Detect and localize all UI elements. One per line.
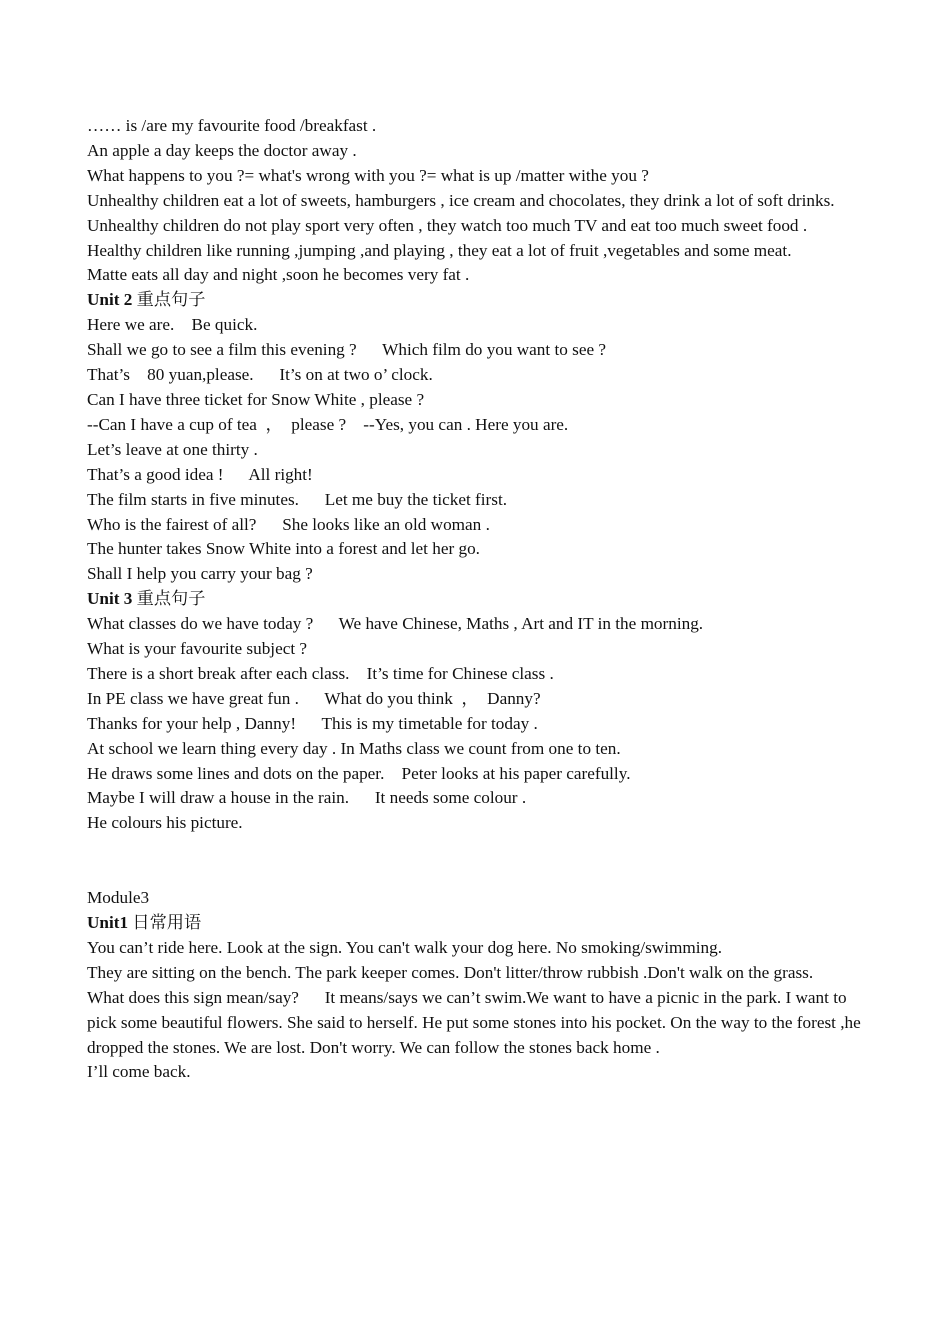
text-line: The film starts in five minutes. Let me buy the ticket first.: [87, 489, 508, 509]
unit2-heading: [87, 288, 869, 313]
unit1-subtitle: 日常用语: [128, 912, 202, 932]
text-line: Healthy children like running ,jumping ,and playing , they eat a lot of fruit ,vegetables and some meat.: [87, 240, 792, 260]
unit1-heading: [87, 911, 869, 936]
text-line: Shall I help you carry your bag ?: [87, 564, 313, 584]
text-line: Matte eats all day and night ,soon he becomes very fat .: [87, 265, 470, 285]
text-line: Thanks for your help , Danny! This is my timetable for today .: [87, 713, 538, 733]
section-spacer: [87, 836, 869, 886]
text-line: What is your favourite subject ?: [87, 639, 308, 659]
text-line: Shall we go to see a film this evening ? Which film do you want to see ?: [87, 340, 607, 360]
text-line: That’s 80 yuan,please. It’s on at two o’ clock.: [87, 365, 433, 385]
text-line: The hunter takes Snow White into a forest and let her go.: [87, 539, 480, 559]
text-line: An apple a day keeps the doctor away .: [87, 140, 357, 160]
section-unit2: [87, 288, 869, 587]
text-line: He colours his picture.: [87, 813, 243, 833]
text-line: Unhealthy children do not play sport very often , they watch too much TV and eat too much sweet food .: [87, 215, 808, 235]
text-line: --Can I have a cup of tea ， please ? --Yes, you can . Here you are.: [87, 414, 569, 434]
text-line: Let’s leave at one thirty .: [87, 439, 258, 459]
unit1-title: Unit1: [87, 912, 129, 932]
text-line: Here we are. Be quick.: [87, 315, 258, 335]
text-line: I’ll come back.: [87, 1062, 191, 1082]
text-line: …… is /are my favourite food /breakfast .: [87, 116, 377, 135]
module3-title: Module3: [87, 888, 150, 908]
text-line: What classes do we have today ? We have Chinese, Maths , Art and IT in the morning.: [87, 614, 704, 634]
text-line: Unhealthy children eat a lot of sweets, hamburgers , ice cream and chocolates, they drink a lot of soft drinks.: [87, 190, 835, 210]
document-page: [87, 114, 869, 1085]
unit3-title: Unit 3: [87, 589, 133, 609]
text-line: That’s a good idea ! All right!: [87, 464, 313, 484]
unit2-subtitle: 重点句子: [132, 290, 206, 310]
unit2-title: Unit 2: [87, 290, 133, 310]
text-line: At school we learn thing every day . In Maths class we count from one to ten.: [87, 738, 621, 758]
section-unit3: [87, 587, 869, 836]
text-line: Maybe I will draw a house in the rain. It needs some colour .: [87, 788, 527, 808]
text-line: What happens to you ?= what's wrong with you ?= what is up /matter withe you ?: [87, 165, 649, 185]
text-line: You can’t ride here. Look at the sign. You can't walk your dog here. No smoking/swimming.: [87, 937, 722, 957]
unit3-heading: [87, 587, 869, 612]
text-line: Who is the fairest of all? She looks like an old woman .: [87, 514, 490, 534]
text-line: There is a short break after each class. It’s time for Chinese class .: [87, 663, 554, 683]
section-module3: [87, 886, 869, 1085]
text-line: They are sitting on the bench. The park keeper comes. Don't litter/throw rubbish .Don't walk on the grass.: [87, 962, 814, 982]
unit3-subtitle: 重点句子: [132, 589, 206, 609]
text-line: What does this sign mean/say? It means/says we can’t swim.We want to have a picnic in the park. I want to pick some beautiful flowers. She said to herself. He put some stones into his pocket. On the way to the forest ,he dropped the stones. We are lost. Don't worry. We can follow the stones back home .: [87, 987, 866, 1057]
text-line: In PE class we have great fun . What do you think ， Danny?: [87, 688, 541, 708]
text-line: He draws some lines and dots on the paper. Peter looks at his paper carefully.: [87, 763, 631, 783]
section-food: [87, 114, 869, 288]
text-line: Can I have three ticket for Snow White , please ?: [87, 389, 425, 409]
